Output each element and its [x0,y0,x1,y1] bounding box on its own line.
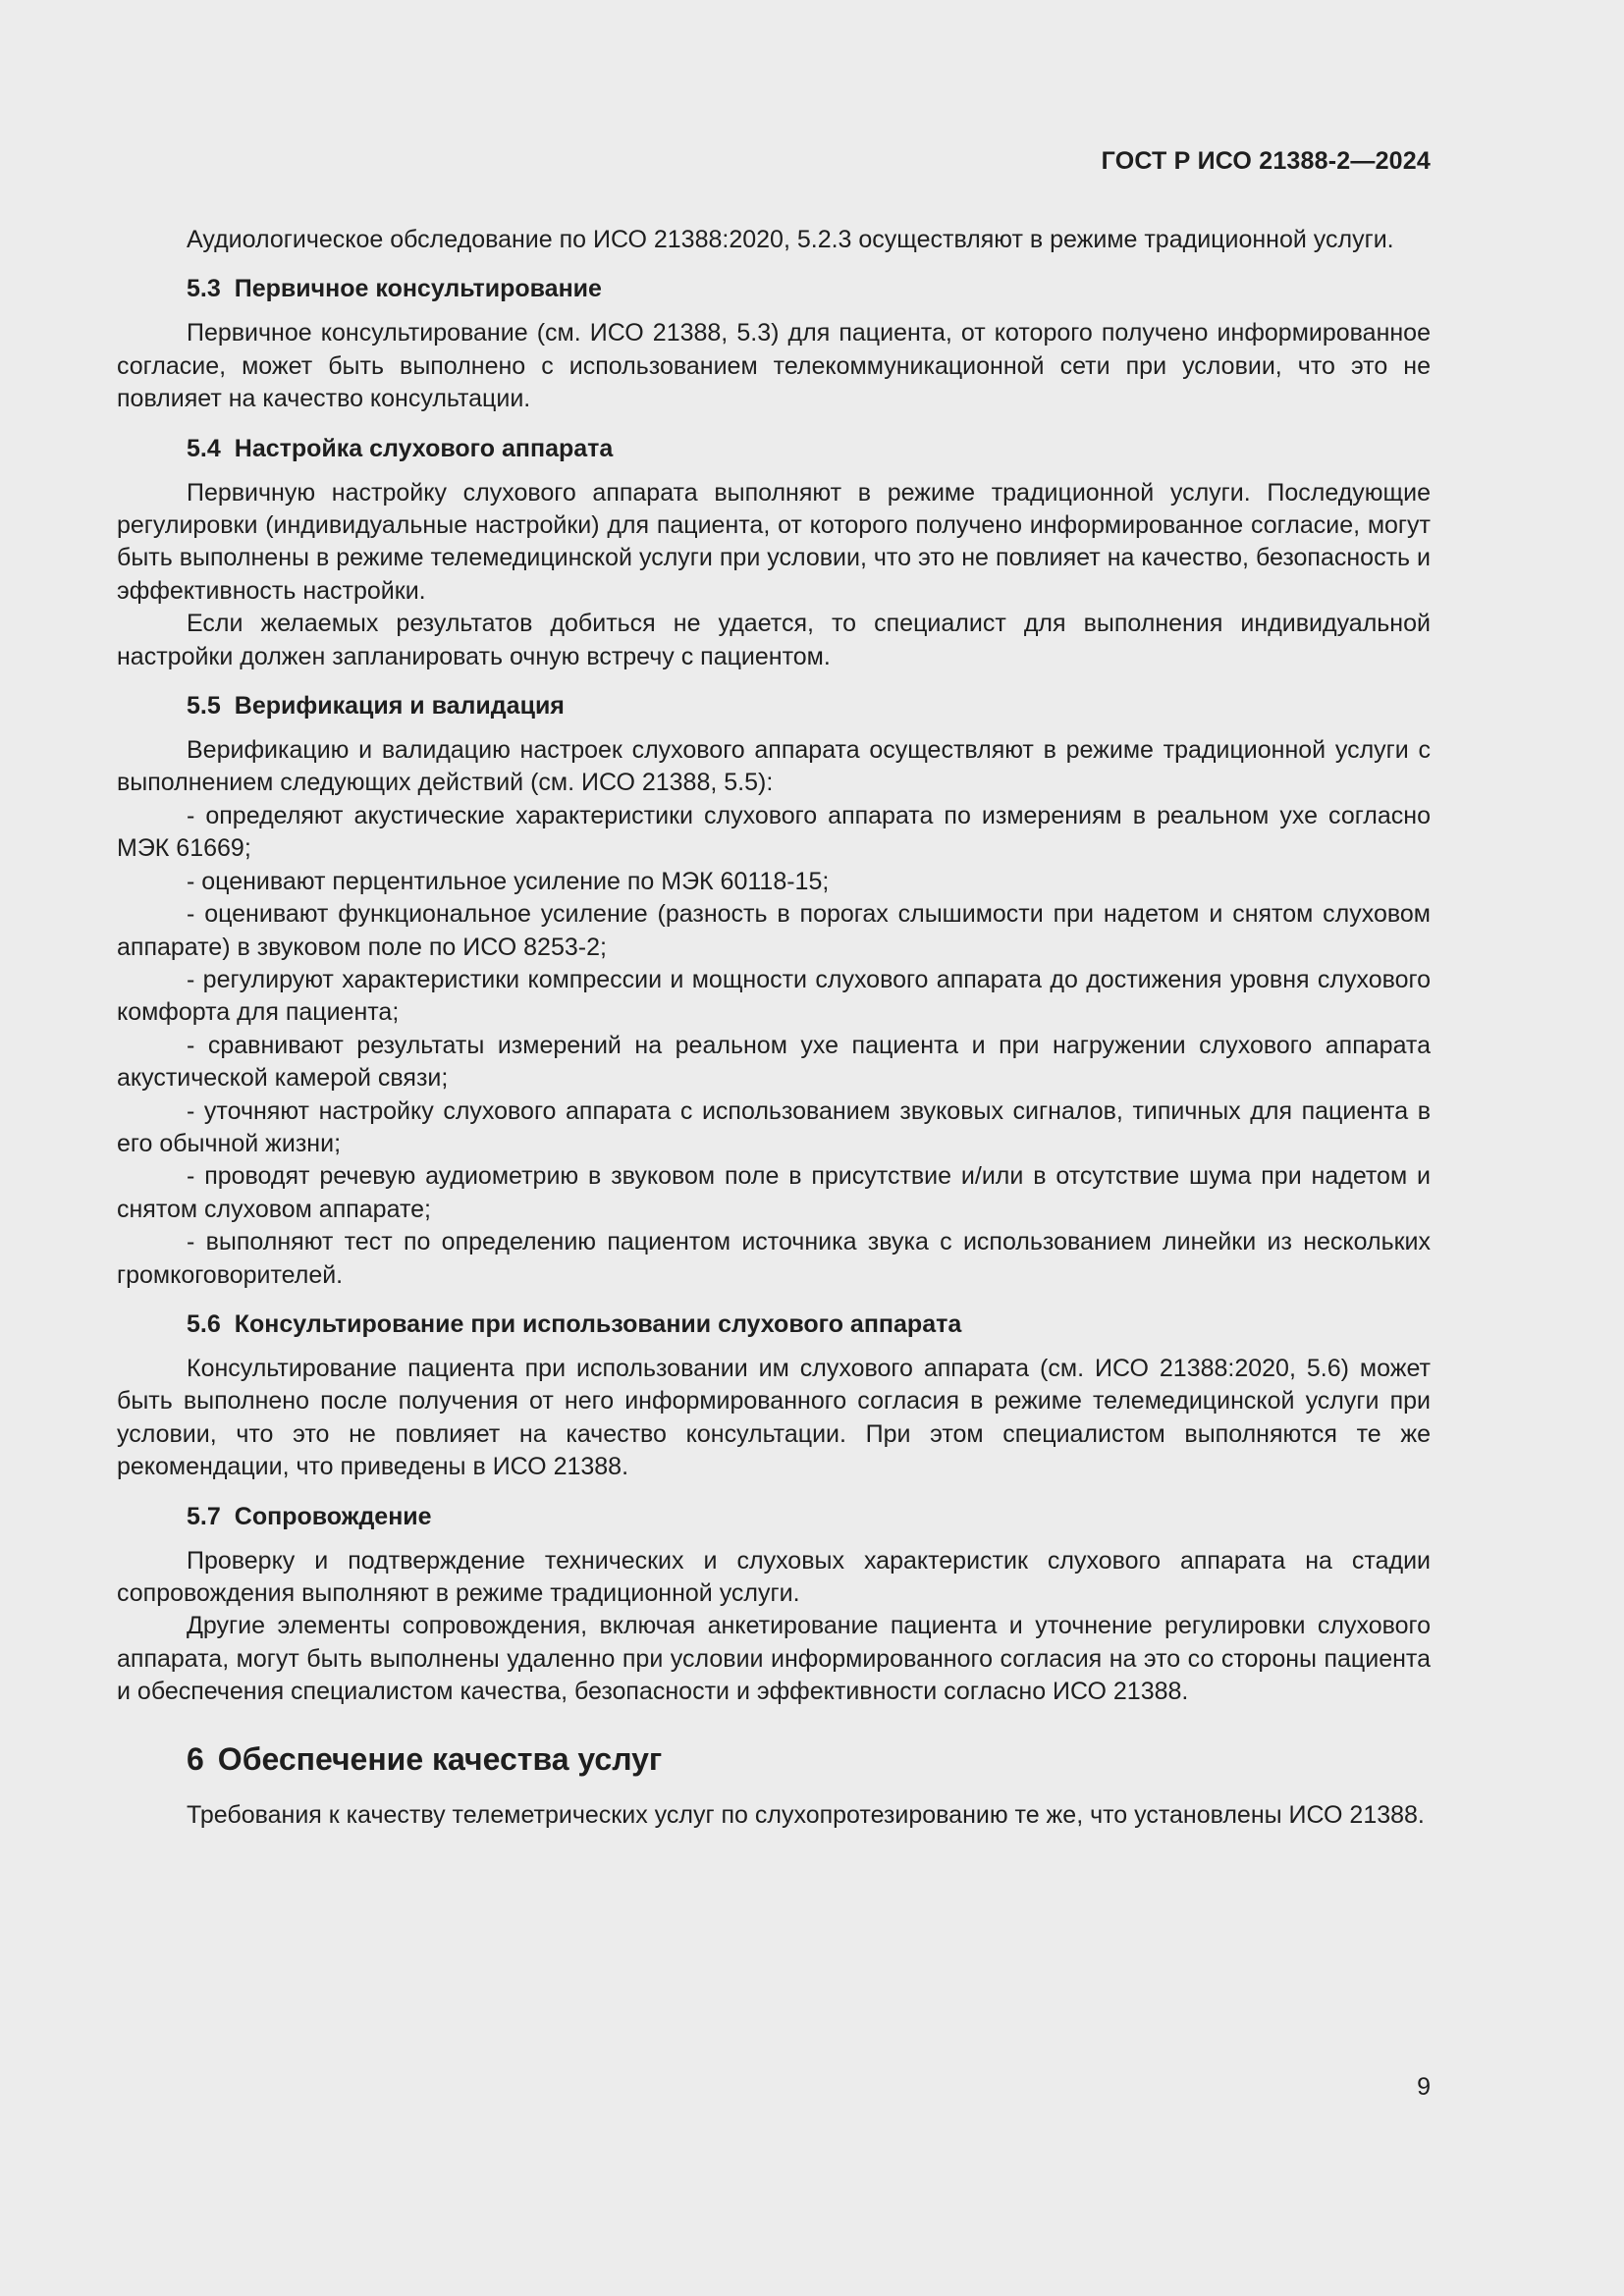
section-6-heading [187,1739,1431,1779]
list-item: - оценивают перцентильное усиление по МЭК 60118-15; [187,867,830,895]
list-item: - выполняют тест по определению пациентом источника звука с использованием линейки из нескольких громкоговорителей. [117,1228,1431,1289]
section-number: 5.6 [187,1309,221,1338]
section-title: Консультирование при использовании слухового аппарата [234,1309,962,1338]
section-title: Первичное консультирование [234,275,602,303]
section-6-paragraph: Требования к качеству телеметрических услуг по слухопротезированию те же, что установлены ИСО 21388. [187,1800,1425,1829]
page-number: 9 [1417,2073,1431,2101]
document-body [117,224,1431,1832]
section-title: Обеспечение качества услуг [217,1740,663,1777]
section-5-5-paragraph: Верификацию и валидацию настроек слухового аппарата осуществляют в режиме традиционной услуги с выполнением следующих действий (см. ИСО 21388, 5.5): [117,736,1431,797]
section-number: 5.3 [187,275,221,303]
section-number: 5.4 [187,434,221,462]
section-5-4-paragraph-2: Если желаемых результатов добиться не удается, то специалист для выполнения индивидуальной настройки должен запланировать очную встречу с пациентом. [117,610,1431,670]
section-title: Верификация и валидация [234,692,565,721]
section-5-7-heading [187,1501,1431,1533]
section-5-3-paragraph: Первичное консультирование (см. ИСО 21388, 5.3) для пациента, от которого получено информированное согласие, может быть выполнено с использованием телекоммуникационной сети при условии, что это не повлияет на качество консультации. [117,319,1431,413]
list-item: - сравнивают результаты измерений на реальном ухе пациента и при нагружении слухового аппарата акустической камерой связи; [117,1031,1431,1093]
section-5-5-heading [187,690,1431,722]
section-5-7-paragraph-1: Проверку и подтверждение технических и слуховых характеристик слухового аппарата на стадии сопровождения выполняют в режиме традиционной услуги. [117,1546,1431,1607]
section-5-7-paragraph-2: Другие элементы сопровождения, включая анкетирование пациента и уточнение регулировки слухового аппарата, могут быть выполнены удаленно при условии информированного согласия на это со стороны пациента и обеспечения специалистом качества, безопасности и эффективности согласно ИСО 21388. [117,1612,1431,1706]
section-5-3-heading [187,273,1431,305]
section-title: Настройка слухового аппарата [234,434,614,462]
list-item: - проводят речевую аудиометрию в звуковом поле в присутствие и/или в отсутствие шума при надетом и снятом слуховом аппарате; [117,1162,1431,1223]
section-5-6-paragraph: Консультирование пациента при использовании им слухового аппарата (см. ИСО 21388:2020, 5.6) может быть выполнено после получения от него информированного согласия в режиме телемедицинской услуги при условии, что это не повлияет на качество консультации. При этом специалистом выполняются те же рекомендации, что приведены в ИСО 21388. [117,1354,1431,1481]
list-item: - уточняют настройку слухового аппарата с использованием звуковых сигналов, типичных для пациента в его обычной жизни; [117,1096,1431,1157]
section-title: Сопровождение [234,1502,432,1530]
list-item: - оценивают функциональное усиление (разность в порогах слышимости при надетом и снятом слуховом аппарате) в звуковом поле по ИСО 8253-2; [117,900,1431,961]
section-5-4-heading [187,433,1431,465]
section-5-6-heading [187,1308,1431,1341]
list-item: - определяют акустические характеристики слухового аппарата по измерениям в реальном ухе согласно МЭК 61669; [117,801,1431,863]
section-number: 6 [187,1740,204,1777]
section-number: 5.7 [187,1502,221,1530]
intro-paragraph: Аудиологическое обследование по ИСО 21388:2020, 5.2.3 осуществляют в режиме традиционной услуги. [187,226,1394,253]
section-number: 5.5 [187,692,221,721]
document-code-header: ГОСТ Р ИСО 21388-2—2024 [1101,147,1431,175]
section-5-4-paragraph-1: Первичную настройку слухового аппарата выполняют в режиме традиционной услуги. Последующие регулировки (индивидуальные настройки) для пациента, от которого получено информированное согласие, могут быть выполнены в режиме телемедицинской услуги при условии, что это не повлияет на качество, безопасность и эффективность настройки. [117,478,1431,605]
list-item: - регулируют характеристики компрессии и мощности слухового аппарата до достижения уровня слухового комфорта для пациента; [117,965,1431,1027]
